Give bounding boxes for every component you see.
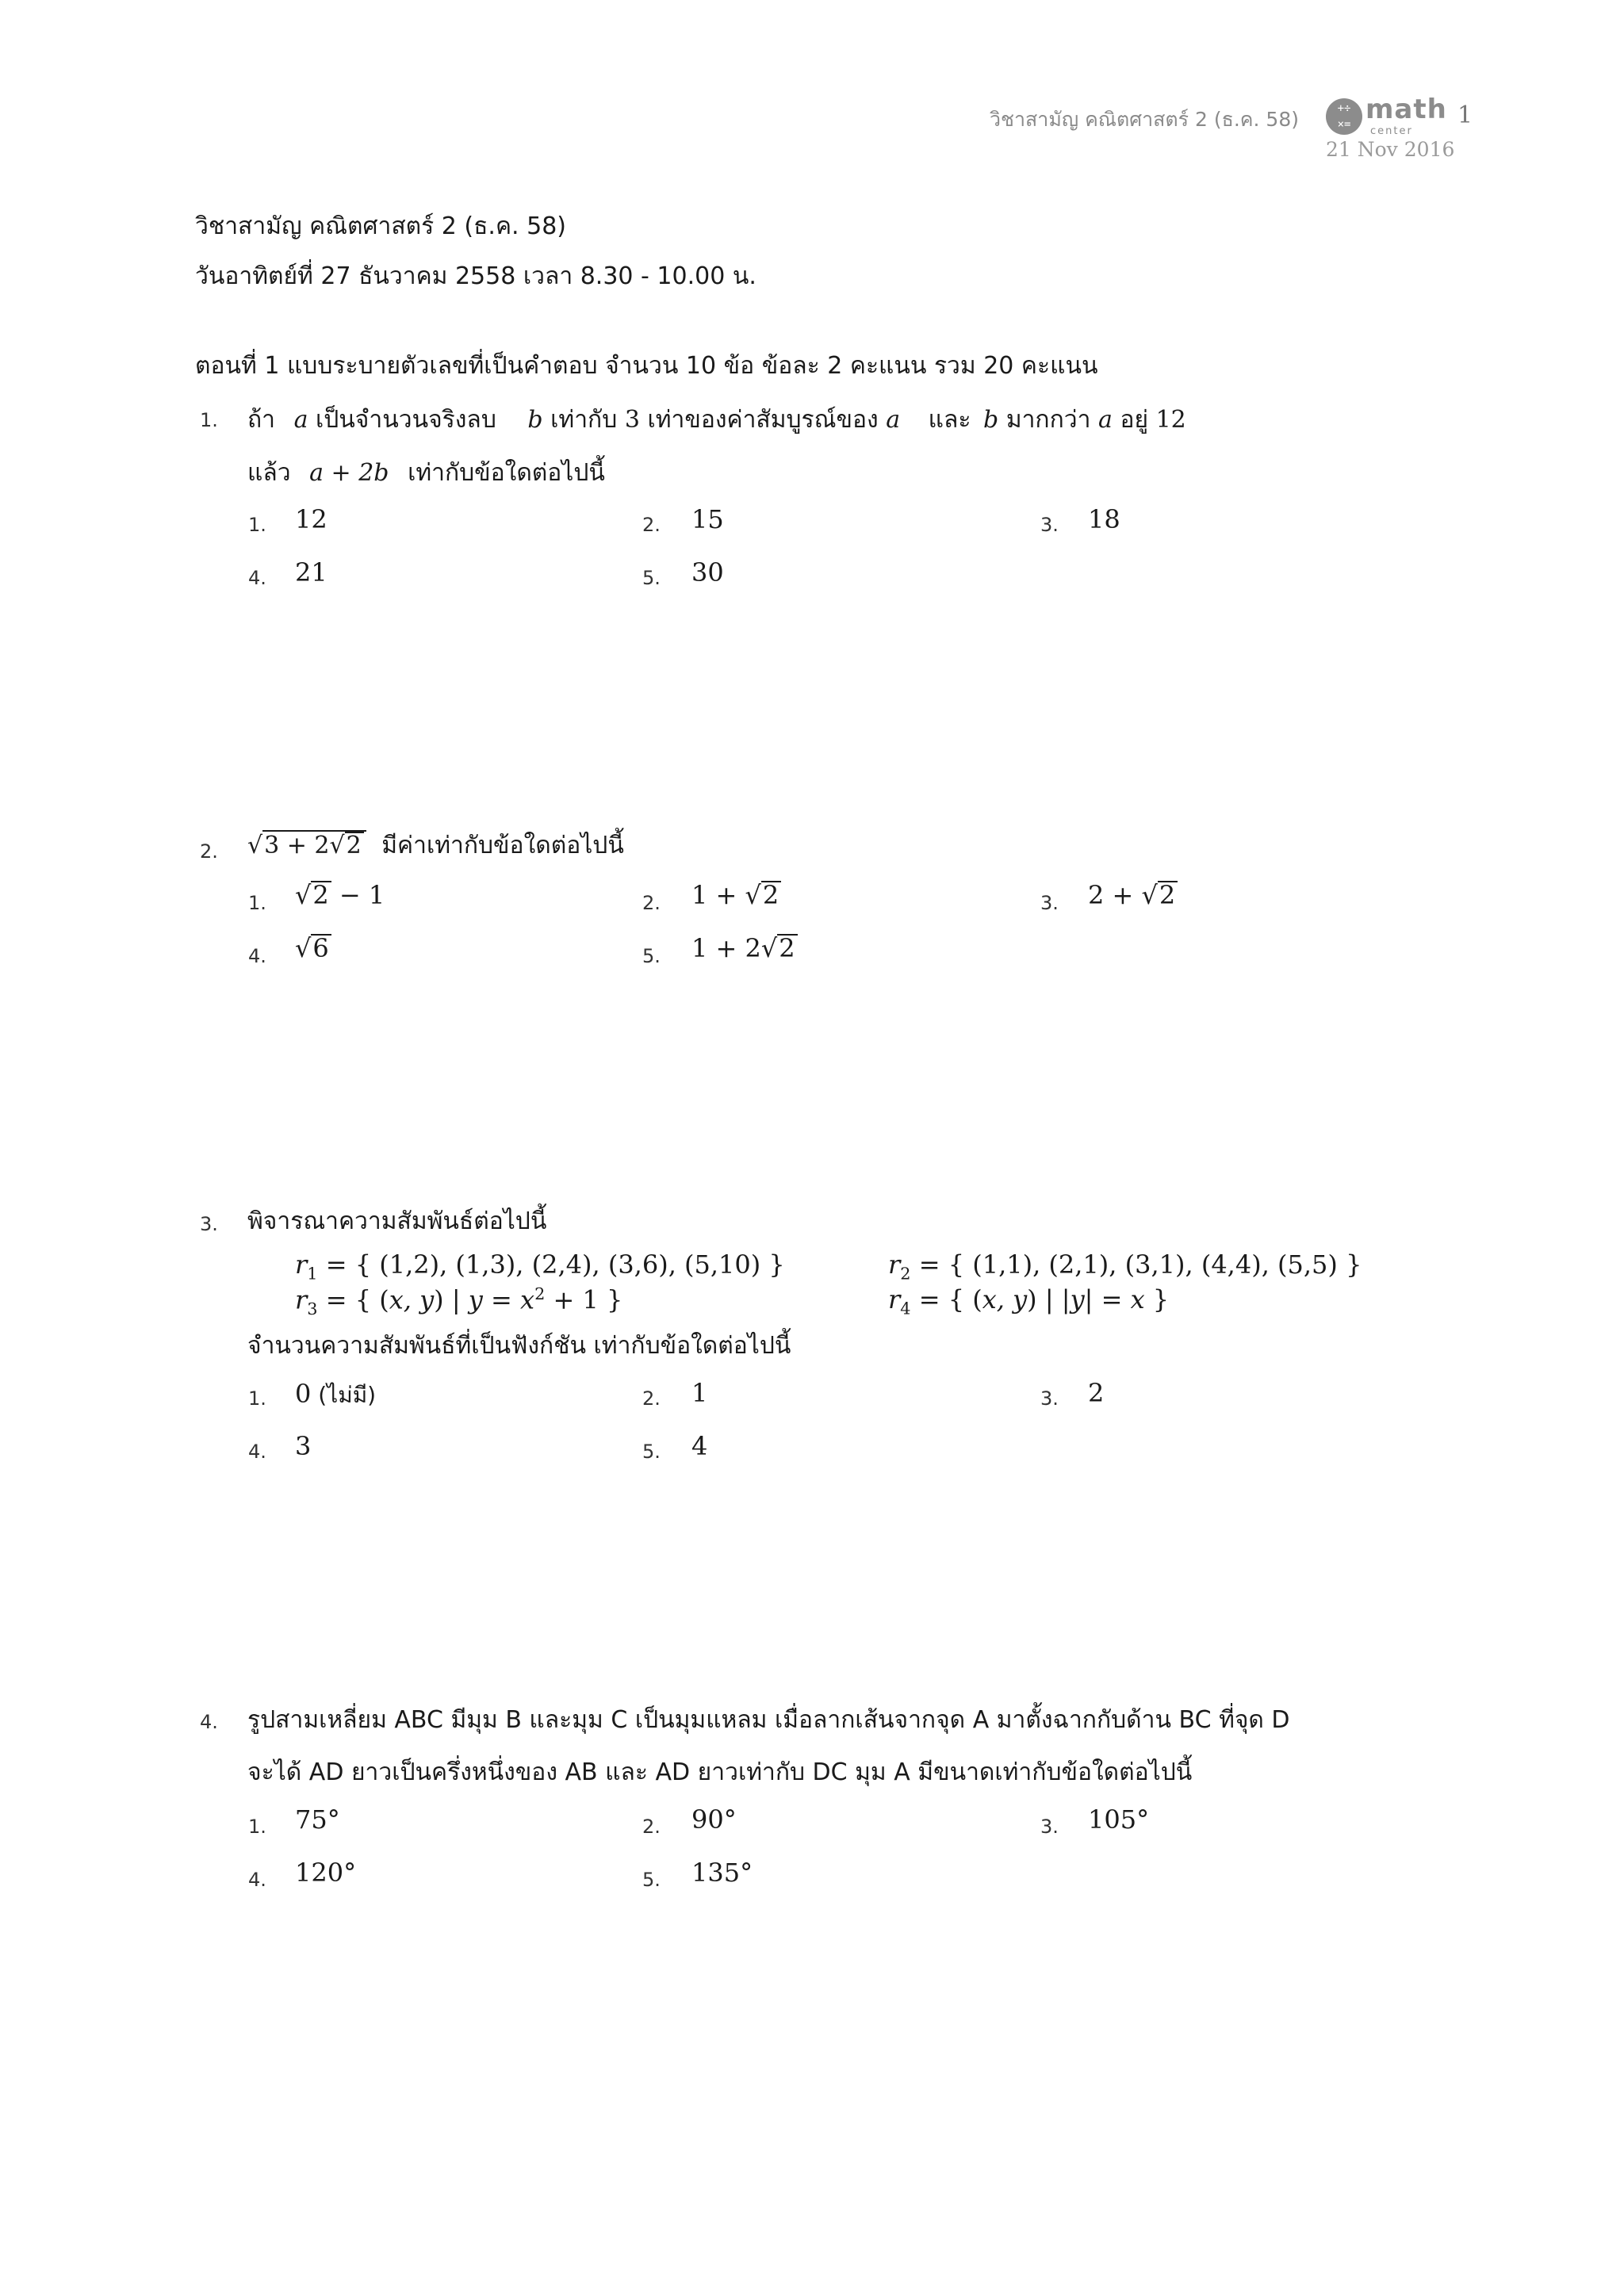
header-title: วิชาสามัญ คณิตศาสตร์ 2 (ธ.ค. 58) <box>990 108 1299 131</box>
rel-body: + 1 } <box>545 1284 623 1315</box>
q3-option-number: 1. <box>248 1387 266 1410</box>
opt-post: − 1 <box>331 880 385 910</box>
opt-val: 0 <box>295 1379 312 1409</box>
q3-option-value[interactable]: 2 <box>1088 1378 1105 1408</box>
q4-option-value[interactable]: 75° <box>295 1804 340 1835</box>
logo-symbol-icon: +÷ ×= <box>1326 98 1362 135</box>
rel-x: x <box>520 1284 535 1315</box>
q1-option-value[interactable]: 12 <box>295 504 327 534</box>
rel-name: r <box>888 1249 901 1280</box>
header-date: 21 Nov 2016 <box>1326 138 1455 161</box>
q3-option-number: 2. <box>642 1387 661 1410</box>
opt-radicand: 2 <box>777 934 797 962</box>
rel-eq: = <box>482 1284 521 1315</box>
q4-option-value[interactable]: 120° <box>295 1858 357 1888</box>
q1-option-value[interactable]: 15 <box>691 504 724 534</box>
q1-text: แล้ว <box>247 459 291 487</box>
opt-note: (ไม่มี) <box>311 1382 377 1408</box>
rel-body: ) | <box>434 1284 469 1315</box>
q1-text: เท่ากับข้อใดต่อไปนี้ <box>408 459 605 487</box>
rel-y: y <box>1070 1284 1085 1314</box>
q1-text: เท่าของค่าสัมบูรณ์ของ <box>647 406 879 434</box>
rel-x: x <box>1130 1284 1145 1314</box>
opt-radicand: 2 <box>311 881 331 909</box>
rel-sub: 2 <box>900 1264 911 1284</box>
rel-sub: 3 <box>307 1299 318 1319</box>
rel-sub: 4 <box>900 1299 911 1318</box>
q4-option-value[interactable]: 105° <box>1088 1804 1150 1835</box>
q1-text: มากกว่า <box>1005 406 1091 434</box>
q4-line1: รูปสามเหลี่ยม ABC มีมุม B และมุม C เป็นมุมแหลม เมื่อลากเส้นจากจุด A มาตั้งฉากกับด้าน BC ที่จุด D <box>247 1706 1290 1734</box>
q4-option-number: 5. <box>642 1869 661 1891</box>
q1-expression: a + 2b <box>309 459 389 487</box>
q3-number: 3. <box>200 1213 218 1235</box>
q2-radicand-text: 3 + 2 <box>264 832 330 859</box>
q4-number: 4. <box>200 1711 218 1733</box>
q3-option-number: 5. <box>642 1441 661 1463</box>
rel-body: = { (1,1), (2,1), (3,1), (4,4), (5,5) } <box>910 1249 1362 1280</box>
q2-option-number: 5. <box>642 945 661 967</box>
q1-text: เท่ากับ <box>550 406 618 434</box>
rel-body: ) | | <box>1027 1284 1071 1314</box>
q2-option-value[interactable]: √6 <box>295 933 331 963</box>
opt-pre: 2 + <box>1088 880 1142 910</box>
doc-title: วิชาสามัญ คณิตศาสตร์ 2 (ธ.ค. 58) <box>195 212 566 240</box>
rel-eq: | = <box>1084 1284 1131 1314</box>
q1-text: และ <box>928 406 971 434</box>
opt-radicand: 6 <box>311 934 331 962</box>
rel-body: = { (1,2), (1,3), (2,4), (3,6), (5,10) } <box>317 1249 785 1280</box>
rel-sup: 2 <box>534 1284 546 1303</box>
doc-schedule: วันอาทิตย์ที่ 27 ธันวาคม 2558 เวลา 8.30 - 10.00 น. <box>195 262 756 290</box>
q3-option-number: 3. <box>1040 1387 1059 1410</box>
q2-option-value[interactable]: 2 + √2 <box>1088 880 1178 910</box>
opt-pre: 1 + <box>691 880 745 910</box>
var-a: a <box>1098 406 1113 434</box>
relation-r3 <box>295 1284 622 1318</box>
q1-option-number: 4. <box>248 567 266 589</box>
q1-option-value[interactable]: 21 <box>295 557 327 587</box>
q1-option-value[interactable]: 30 <box>691 557 724 587</box>
q3-question: จำนวนความสัมพันธ์ที่เป็นฟังก์ชัน เท่ากับข้อใดต่อไปนี้ <box>247 1332 791 1360</box>
rel-xy: x, y <box>982 1284 1028 1314</box>
q1-number-value: 3 <box>624 406 640 434</box>
rel-body: = { ( <box>910 1284 982 1314</box>
q1-option-number: 1. <box>248 514 266 536</box>
q2-number: 2. <box>200 840 218 863</box>
logo-sub: center <box>1370 125 1413 137</box>
page-number: 1 <box>1457 101 1473 129</box>
q1-line2 <box>247 454 605 492</box>
q1-number: 1. <box>200 409 218 431</box>
math-center-logo <box>1326 98 1362 135</box>
q1-text: อยู่ <box>1120 406 1149 434</box>
q3-option-number: 4. <box>248 1441 266 1463</box>
q1-line1 <box>247 401 1186 438</box>
var-a: a <box>293 406 308 434</box>
q4-option-number: 1. <box>248 1816 266 1838</box>
q3-option-value[interactable]: 4 <box>691 1431 708 1461</box>
q1-text: เป็นจำนวนจริงลบ <box>316 406 496 434</box>
q2-option-value[interactable]: 1 + √2 <box>691 880 781 910</box>
opt-radicand: 2 <box>1158 881 1178 909</box>
q4-option-value[interactable]: 135° <box>691 1858 753 1888</box>
q3-option-value[interactable]: 3 <box>295 1431 312 1461</box>
q2-stem <box>247 827 624 864</box>
q2-option-number: 3. <box>1040 892 1059 914</box>
q2-option-value[interactable]: 1 + 2√2 <box>691 933 798 963</box>
rel-body: = { ( <box>317 1284 389 1315</box>
q4-option-value[interactable]: 90° <box>691 1804 737 1835</box>
q1-option-value[interactable]: 18 <box>1088 504 1120 534</box>
relation-r1 <box>295 1249 785 1283</box>
q2-text: มีค่าเท่ากับข้อใดต่อไปนี้ <box>381 832 624 859</box>
opt-radicand: 2 <box>761 881 781 909</box>
q2-inner-radicand: 2 <box>345 832 364 859</box>
opt-pre: 1 + 2 <box>691 933 761 963</box>
q4-option-number: 2. <box>642 1816 661 1838</box>
rel-name: r <box>295 1284 308 1315</box>
q3-option-value[interactable] <box>295 1378 376 1413</box>
q1-text: ถ้า <box>247 406 276 434</box>
rel-name: r <box>295 1249 308 1280</box>
q1-option-number: 2. <box>642 514 661 536</box>
q2-option-number: 4. <box>248 945 266 967</box>
rel-y: y <box>468 1284 483 1315</box>
relation-r4 <box>888 1284 1169 1318</box>
relation-r2 <box>888 1249 1362 1283</box>
q2-option-number: 2. <box>642 892 661 914</box>
q2-option-value[interactable]: √2 − 1 <box>295 880 385 910</box>
rel-xy: x, y <box>389 1284 435 1315</box>
q3-intro: พิจารณาความสัมพันธ์ต่อไปนี้ <box>247 1207 547 1235</box>
q2-option-number: 1. <box>248 892 266 914</box>
q3-option-value[interactable]: 1 <box>691 1378 708 1408</box>
q1-option-number: 3. <box>1040 514 1059 536</box>
section-heading: ตอนที่ 1 แบบระบายตัวเลขที่เป็นคำตอบ จำนวน 10 ข้อ ข้อละ 2 คะแนน รวม 20 คะแนน <box>195 352 1098 380</box>
var-b: b <box>527 406 543 434</box>
rel-body: } <box>1144 1284 1170 1314</box>
q1-option-number: 5. <box>642 567 661 589</box>
q4-option-number: 3. <box>1040 1816 1059 1838</box>
var-a: a <box>886 406 901 434</box>
q4-option-number: 4. <box>248 1869 266 1891</box>
var-b: b <box>983 406 999 434</box>
q4-line2: จะได้ AD ยาวเป็นครึ่งหนึ่งของ AB และ AD ยาวเท่ากับ DC มุม A มีขนาดเท่ากับข้อใดต่อไปนี้ <box>247 1758 1193 1786</box>
q1-number-value: 12 <box>1155 406 1186 434</box>
q2-radicand: 3 + 2√2 <box>262 830 366 859</box>
rel-name: r <box>888 1284 901 1314</box>
radical-sign: √ <box>247 832 263 859</box>
logo-word: math <box>1365 94 1447 125</box>
rel-sub: 1 <box>307 1264 318 1284</box>
